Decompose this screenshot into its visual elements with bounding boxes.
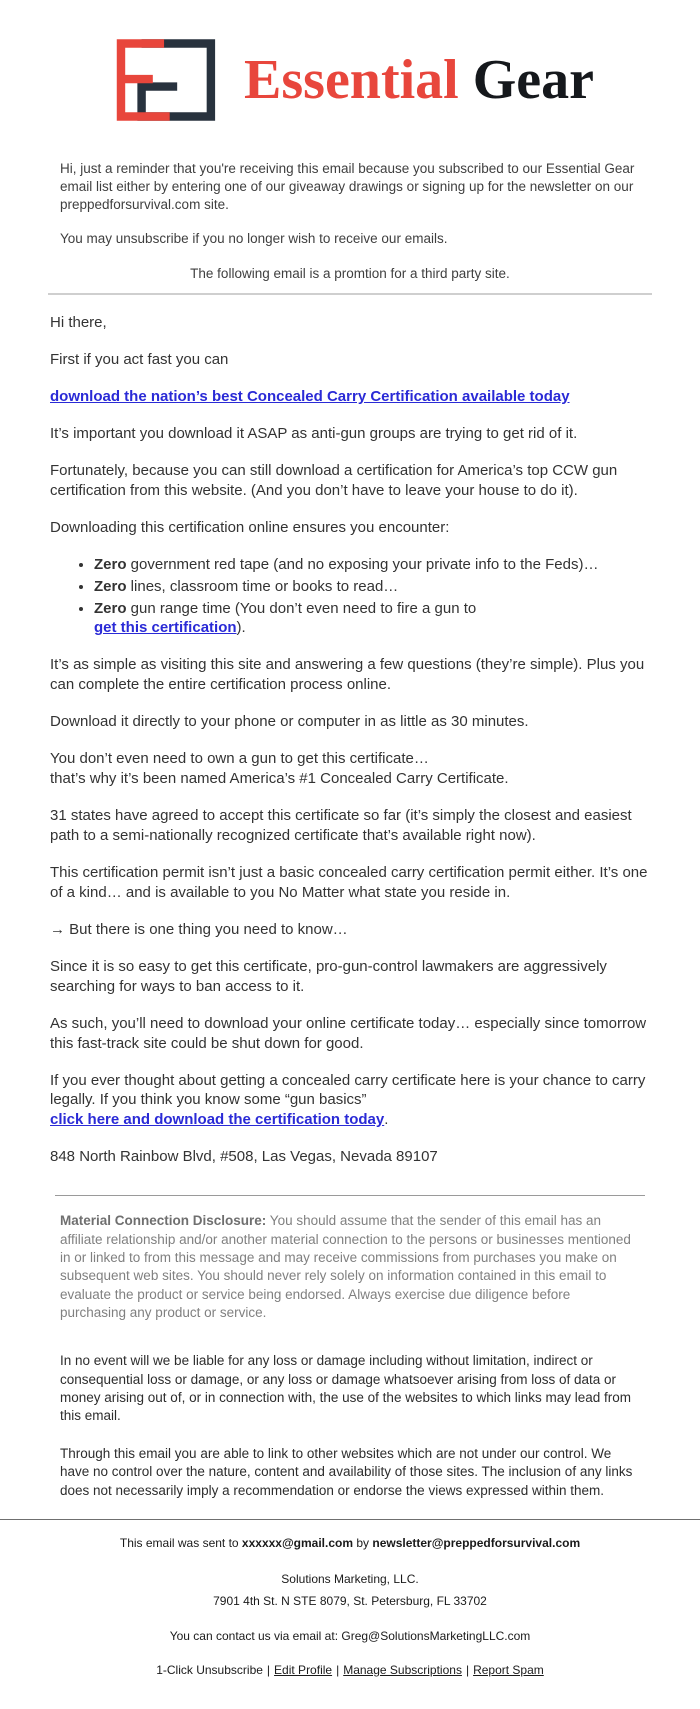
lawmakers-paragraph: Since it is so easy to get this certificate, pro-gun-control lawmakers are aggressively searching for ways to ban access to it. [50, 957, 607, 995]
report-spam-link[interactable]: Report Spam [473, 1663, 544, 1678]
manage-subscriptions-link[interactable]: Manage Subscriptions [343, 1663, 462, 1678]
recipient-email: xxxxxx@gmail.com [241, 1535, 354, 1550]
separator: | [465, 1663, 470, 1678]
chance-after: . [384, 1111, 389, 1129]
unsubscribe-link[interactable]: 1-Click Unsubscribe [156, 1663, 263, 1678]
disclosure-label: Material Connection Disclosure: [60, 1213, 267, 1229]
no-gun-line1: You don’t even need to own a gun to get this certificate… [50, 750, 429, 768]
brand-header [0, 0, 700, 136]
but-know-paragraph: → But there is one thing you need to know… [50, 920, 348, 938]
main-cta-link[interactable]: download the nation’s best Concealed Carry Certification available today [50, 387, 570, 405]
company-address: 7901 4th St. N STE 8079, St. Petersburg, FL 33702 [213, 1593, 487, 1608]
one-of-kind-paragraph: This certification permit isn’t just a basic concealed carry certification permit either. It’s one of a kind… and is available to you No Matter what state you reside in. [50, 863, 648, 901]
bullet-bold: Zero [94, 599, 127, 617]
no-gun-line2: that’s why it’s been named America’s #1 Concealed Carry Certificate. [50, 770, 509, 788]
separator: | [336, 1663, 340, 1678]
main-body [0, 295, 700, 1167]
list-item [94, 599, 650, 639]
footer-links [20, 1663, 680, 1677]
bullet-bold: Zero [94, 577, 127, 595]
download-today-link[interactable]: click here and download the certification today [50, 1111, 385, 1129]
intro-section [0, 136, 700, 283]
chance-paragraph [50, 1071, 650, 1131]
fortunately-paragraph: Fortunately, because you can still download a certification for America’s top CCW gun certification from this website. (And you don’t have to leave your house to do it). [50, 461, 618, 499]
address-line: 848 North Rainbow Blvd, #508, Las Vegas, Nevada 89107 [50, 1148, 438, 1166]
brand-name-gear: Gear [472, 49, 594, 111]
unsubscribe-note: You may unsubscribe if you no longer wish to receive our emails. [60, 231, 448, 247]
legal-section [0, 1322, 700, 1500]
contact-line: You can contact us via email at: Greg@SolutionsMarketingLLC.com [169, 1629, 531, 1644]
ensures-paragraph: Downloading this certification online ensures you encounter: [50, 518, 450, 536]
sent-prefix: This email was sent to [119, 1535, 242, 1550]
chance-text: If you ever thought about getting a concealed carry certificate here is your chance to carry legally. If you think you know some “gun basics” [50, 1071, 646, 1109]
states-paragraph: 31 states have agreed to accept this certificate so far (it’s simply the closest and easiest path to a semi-nationally recognized certificate that’s available right now). [50, 807, 632, 844]
bullet-bold: Zero [94, 555, 127, 573]
sender-email: newsletter@preppedforsurvival.com [372, 1535, 581, 1550]
list-item [94, 577, 650, 597]
material-disclosure [0, 1196, 700, 1322]
company-name: Solutions Marketing, LLC. [281, 1571, 419, 1586]
benefits-list [50, 555, 650, 639]
brand-name-essential: Essential [244, 49, 459, 111]
simple-paragraph: It’s as simple as visiting this site and answering a few questions (they’re simple). Plus you can complete the entire certification process online. [50, 656, 645, 694]
footer [0, 1519, 700, 1709]
list-item [94, 555, 650, 575]
company-block [20, 1572, 680, 1609]
bullet-text: lines, classroom time or books to read… [126, 577, 399, 595]
edit-profile-link[interactable]: Edit Profile [274, 1663, 333, 1678]
download-30-paragraph: Download it directly to your phone or computer in as little as 30 minutes. [50, 713, 529, 731]
subscription-notice: Hi, just a reminder that you're receiving this email because you subscribed to our Essential Gear email list either by entering one of our giveaway drawings or signing up for the newsletter on our preppedforsurvival.com site. [60, 161, 635, 212]
bullet-after: ). [236, 619, 246, 637]
asap-paragraph: It’s important you download it ASAP as anti-gun groups are trying to get rid of it. [50, 424, 578, 442]
sent-by: by [353, 1535, 373, 1550]
bullet-text: gun range time (You don’t even need to fire a gun to [126, 599, 477, 617]
brand-wordmark [244, 49, 594, 111]
as-such-paragraph: As such, you’ll need to download your online certificate today… especially since tomorrow this fast-track site could be shut down for good. [50, 1014, 647, 1052]
disclosure-text: You should assume that the sender of this email has an affiliate relationship and/or another material connection to the persons or businesses mentioned in or linked to from this message and may receive commissions from purchases you make on subsequent web sites. You should never rely solely on information contained in this email to evaluate the product or service being endorsed. Always exercise due diligence before purchasing any product or service. [60, 1213, 631, 1321]
separator: | [266, 1663, 271, 1678]
certification-link[interactable]: get this certification [94, 619, 237, 637]
external-links-paragraph: Through this email you are able to link to other websites which are not under our control. We have no control over the nature, content and availability of those sites. The inclusion of any links does not necessarily imply a recommendation or endorse the views expressed within them. [60, 1445, 633, 1498]
eg-monogram-icon [106, 30, 224, 130]
bullet-text: government red tape (and no exposing your private info to the Feds)… [126, 555, 599, 573]
no-gun-paragraph [50, 749, 650, 789]
act-fast-text: First if you act fast you can [50, 351, 229, 368]
sent-to-line [20, 1536, 680, 1550]
greeting: Hi there, [50, 314, 107, 332]
liability-paragraph: In no event will we be liable for any loss or damage including without limitation, indirect or consequential loss or damage, or any loss or damage whatsoever arising from loss of data or money arising out of, or in connection with, the use of the websites to which links may lead from this email. [60, 1353, 632, 1424]
third-party-note: The following email is a promtion for a third party site. [190, 266, 510, 282]
